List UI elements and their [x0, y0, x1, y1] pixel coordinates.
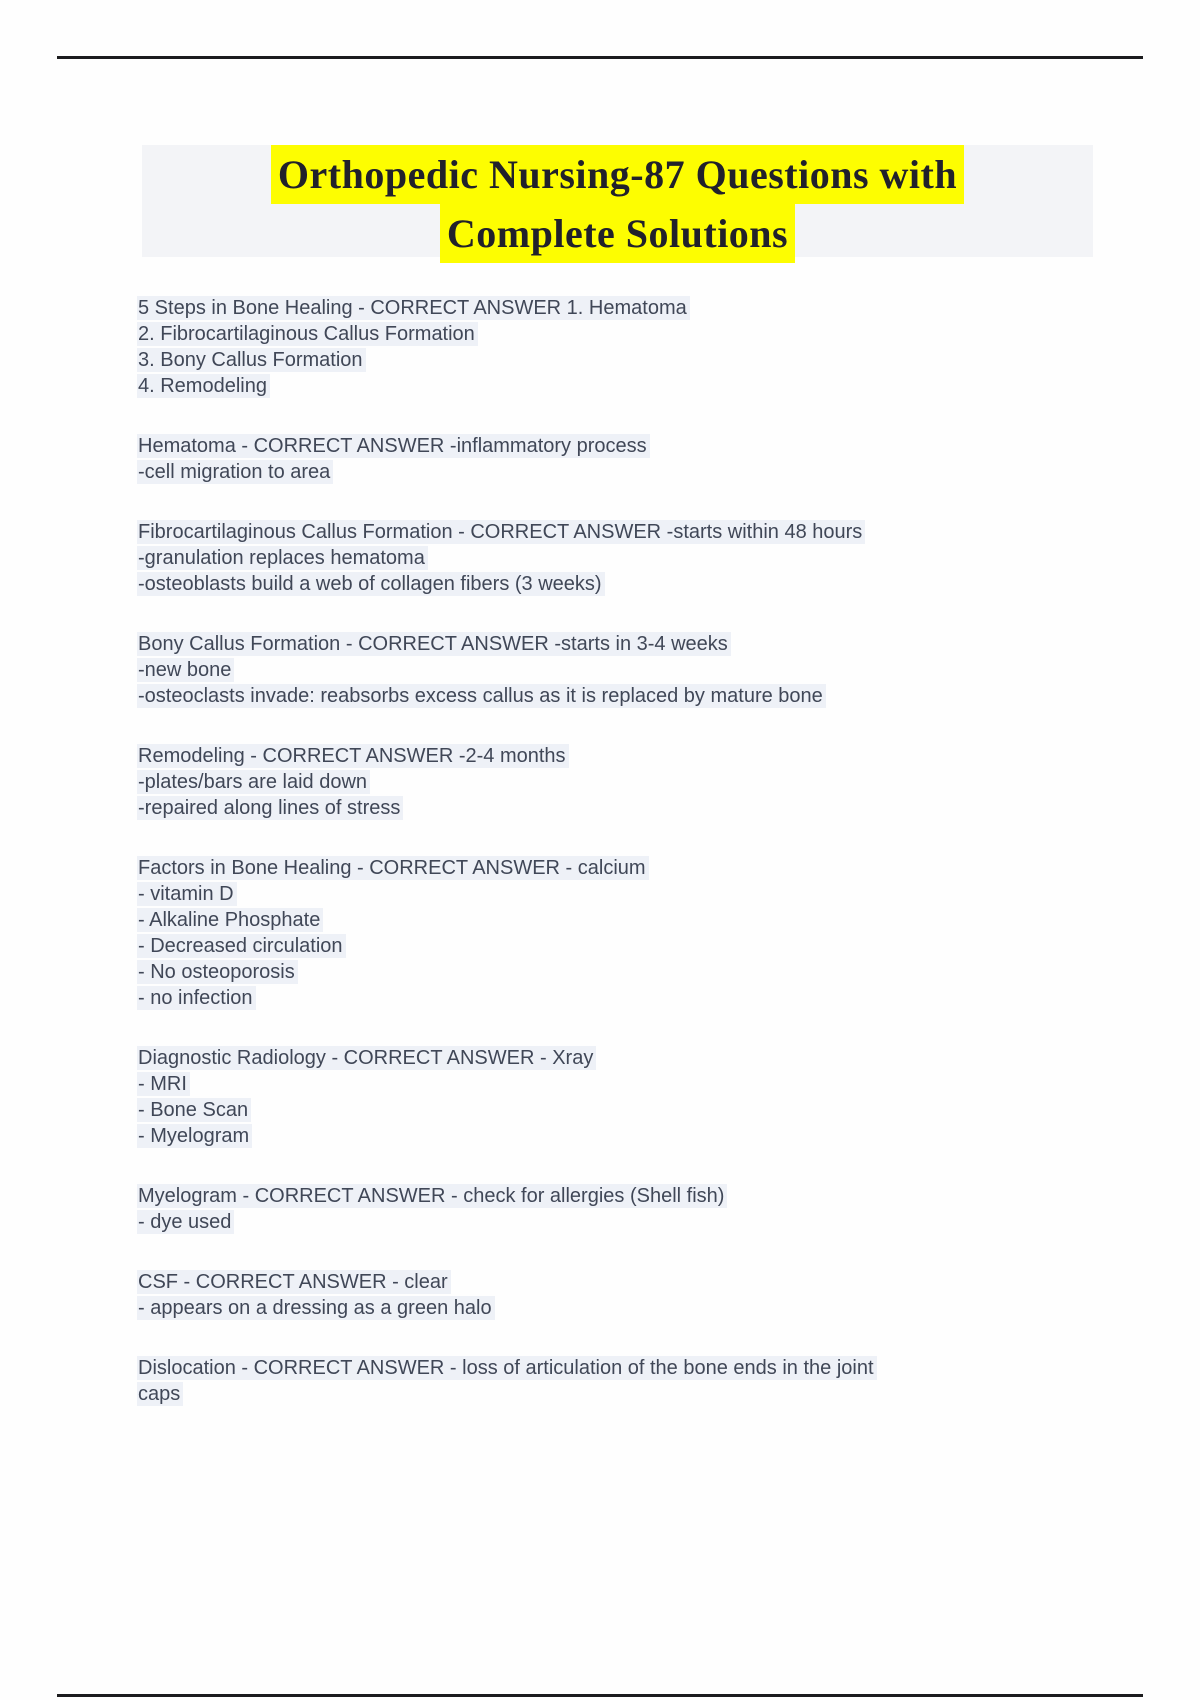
qa-line: -osteoblasts build a web of collagen fibers (3 weeks) — [137, 571, 1152, 597]
qa-line: 3. Bony Callus Formation — [137, 347, 1152, 373]
qa-block — [137, 1045, 1152, 1149]
qa-line: Dislocation - CORRECT ANSWER - loss of articulation of the bone ends in the joint — [137, 1355, 1152, 1381]
top-border-rule — [57, 56, 1143, 59]
qa-block — [137, 743, 1152, 821]
qa-line: Myelogram - CORRECT ANSWER - check for allergies (Shell fish) — [137, 1183, 1152, 1209]
qa-line: Fibrocartilaginous Callus Formation - CORRECT ANSWER -starts within 48 hours — [137, 519, 1152, 545]
qa-content — [137, 295, 1152, 1441]
qa-line: Factors in Bone Healing - CORRECT ANSWER - calcium — [137, 855, 1152, 881]
qa-line: - Myelogram — [137, 1123, 1152, 1149]
qa-line: - appears on a dressing as a green halo — [137, 1295, 1152, 1321]
qa-block — [137, 1183, 1152, 1235]
qa-block — [137, 1355, 1152, 1407]
qa-line: -repaired along lines of stress — [137, 795, 1152, 821]
qa-line: -granulation replaces hematoma — [137, 545, 1152, 571]
qa-line: 2. Fibrocartilaginous Callus Formation — [137, 321, 1152, 347]
qa-line: - No osteoporosis — [137, 959, 1152, 985]
title-block — [142, 145, 1093, 257]
qa-line: Remodeling - CORRECT ANSWER -2-4 months — [137, 743, 1152, 769]
qa-block — [137, 519, 1152, 597]
title-line-2 — [142, 204, 1093, 263]
qa-block — [137, 433, 1152, 485]
qa-line: -osteoclasts invade: reabsorbs excess callus as it is replaced by mature bone — [137, 683, 1152, 709]
qa-line: Bony Callus Formation - CORRECT ANSWER -starts in 3-4 weeks — [137, 631, 1152, 657]
qa-line: 5 Steps in Bone Healing - CORRECT ANSWER 1. Hematoma — [137, 295, 1152, 321]
qa-line: - Alkaline Phosphate — [137, 907, 1152, 933]
qa-line: - dye used — [137, 1209, 1152, 1235]
qa-line: - MRI — [137, 1071, 1152, 1097]
title-line-1 — [142, 145, 1093, 204]
qa-line: 4. Remodeling — [137, 373, 1152, 399]
qa-line: Hematoma - CORRECT ANSWER -inflammatory process — [137, 433, 1152, 459]
qa-line: - Decreased circulation — [137, 933, 1152, 959]
qa-line: CSF - CORRECT ANSWER - clear — [137, 1269, 1152, 1295]
qa-line: - Bone Scan — [137, 1097, 1152, 1123]
qa-line: -cell migration to area — [137, 459, 1152, 485]
qa-line: -new bone — [137, 657, 1152, 683]
title-highlight: Orthopedic Nursing-87 Questions with — [271, 145, 964, 204]
qa-block — [137, 295, 1152, 399]
qa-block — [137, 1269, 1152, 1321]
qa-block — [137, 855, 1152, 1011]
bottom-border-rule — [57, 1694, 1143, 1697]
qa-line: caps — [137, 1381, 1152, 1407]
qa-block — [137, 631, 1152, 709]
title-highlight: Complete Solutions — [440, 204, 795, 263]
qa-line: - no infection — [137, 985, 1152, 1011]
qa-line: Diagnostic Radiology - CORRECT ANSWER - Xray — [137, 1045, 1152, 1071]
qa-line: -plates/bars are laid down — [137, 769, 1152, 795]
qa-line: - vitamin D — [137, 881, 1152, 907]
